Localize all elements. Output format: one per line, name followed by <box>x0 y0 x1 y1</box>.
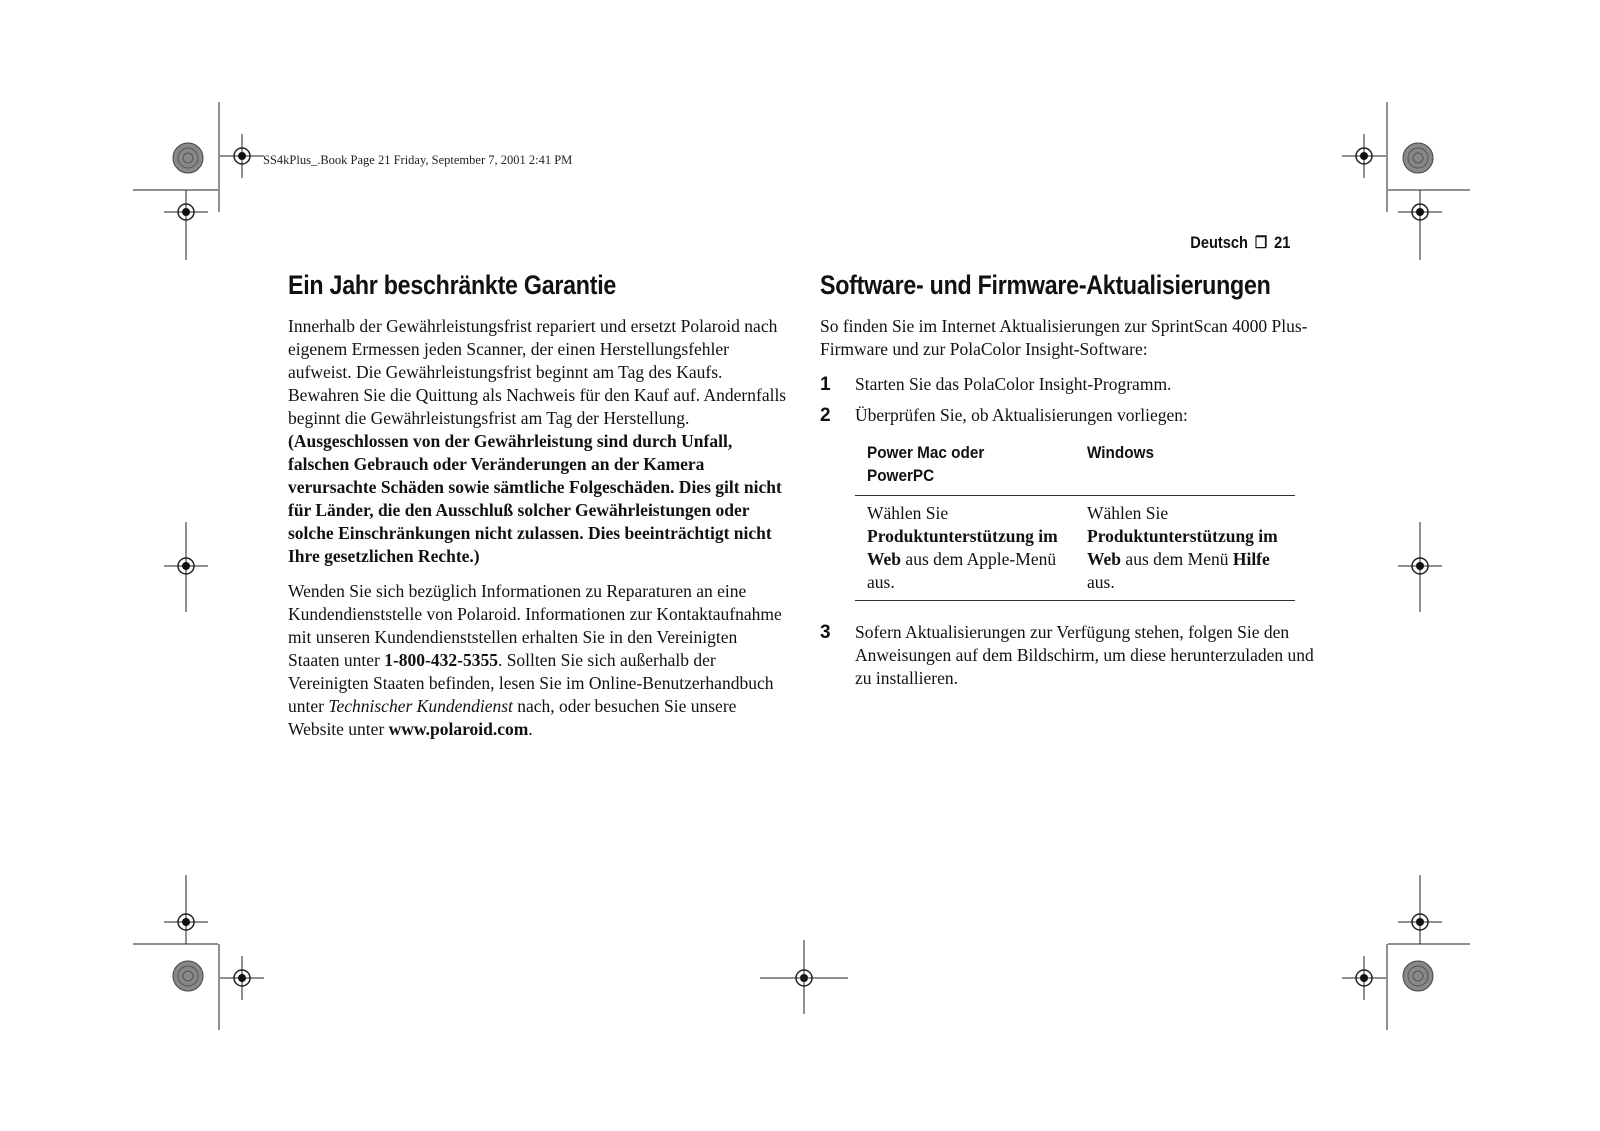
table-header-windows <box>1077 437 1295 496</box>
platform-table <box>855 437 1295 601</box>
slug-line: SS4kPlus_.Book Page 21 Friday, September 7, 2001 2:41 PM <box>263 153 573 167</box>
warranty-text: Innerhalb der Gewährleistungsfrist repariert und ersetzt Polaroid nach eigenem Ermessen jeden Scanner, der einen Herstellungsfehler aufweist. Die Gewährleistungsfrist beginnt am Tag des Kaufs. Bewahren Sie die Quittung als Nachweis für den Kauf auf. Andernfalls beginnt die Gewährleistungsfrist am Tag der Herstellung. <box>288 316 787 428</box>
step-1 <box>820 373 1325 396</box>
step-number: 3 <box>820 622 831 643</box>
service-text-2: . Sollten Sie sich außerhalb der Vereinigten Staaten befinden, lesen Sie im Online-Benutzerhandbuch unter <box>288 650 774 716</box>
steps-list <box>820 373 1325 427</box>
warranty-heading: Ein Jahr beschränkte Garantie <box>288 270 617 300</box>
service-text-3: nach, oder besuchen Sie unsere Website unter <box>288 696 737 739</box>
step-text: Überprüfen Sie, ob Aktualisierungen vorliegen: <box>855 405 1188 425</box>
service-paragraph <box>288 580 788 741</box>
page-number: 21 <box>1273 233 1290 252</box>
menu-item-name: Produktunterstützung im Web <box>1087 526 1278 569</box>
cell-text: aus. <box>1087 572 1115 592</box>
cell-text: aus dem Menü <box>1121 549 1233 569</box>
cell-text: aus dem Apple-Menü aus. <box>867 549 1057 592</box>
cell-text: Wählen Sie <box>1087 503 1169 523</box>
menu-item-name: Produktunterstützung im Web <box>867 526 1058 569</box>
service-text-4: . <box>528 719 533 739</box>
table-cell-mac <box>855 496 1077 601</box>
updates-heading: Software- und Firmware-Aktualisierungen <box>820 270 1271 300</box>
right-column <box>820 270 1325 698</box>
step-number: 2 <box>820 405 831 426</box>
left-column <box>288 270 788 753</box>
warranty-paragraph <box>288 315 788 568</box>
updates-intro: So finden Sie im Internet Aktualisierungen zur SprintScan 4000 Plus-Firmware und zur PolaColor Insight-Software: <box>820 316 1308 359</box>
step-text: Sofern Aktualisierungen zur Verfügung stehen, folgen Sie den Anweisungen auf dem Bildschirm, um diese herunterzuladen und zu installieren. <box>855 622 1314 688</box>
step-2 <box>820 404 1325 427</box>
section-label: Deutsch <box>1189 233 1248 252</box>
table-header-text: Power Mac oder PowerPC <box>867 443 985 485</box>
steps-list-cont <box>820 621 1325 690</box>
table-header-mac <box>855 437 1077 496</box>
step-number: 1 <box>820 374 831 395</box>
service-text-1: Wenden Sie sich bezüglich Informationen zu Reparaturen an eine Kundendienststelle von Polaroid. Informationen zur Kontaktaufnahme mit unseren Kundendienststellen erhalten Sie in den Vereinigten Staaten unter <box>288 581 782 670</box>
menu-name: Hilfe <box>1232 549 1270 569</box>
website-url: www.polaroid.com <box>388 719 529 739</box>
step-text: Starten Sie das PolaColor Insight-Programm. <box>855 374 1172 394</box>
box-icon: ❐ <box>1254 235 1267 252</box>
table-cell-windows <box>1077 496 1295 601</box>
running-head <box>1190 233 1290 253</box>
cell-text: Wählen Sie <box>867 503 949 523</box>
step-3 <box>820 621 1325 690</box>
manual-section-ref: Technischer Kundendienst <box>328 696 513 716</box>
warranty-exclusions: (Ausgeschlossen von der Gewährleistung sind durch Unfall, falschen Gebrauch oder Veränderungen an der Kamera verursachte Schäden sowie sämtliche Folgeschäden. Dies gilt nicht für Länder, die den Ausschluß solcher Gewährleistungen oder solche Einschränkungen nicht zulassen. Dies beeinträchtigt nicht Ihre gesetzlichen Rechte.) <box>288 431 782 566</box>
phone-number: 1-800-432-5355 <box>384 650 498 670</box>
table-header-text: Windows <box>1087 443 1155 462</box>
